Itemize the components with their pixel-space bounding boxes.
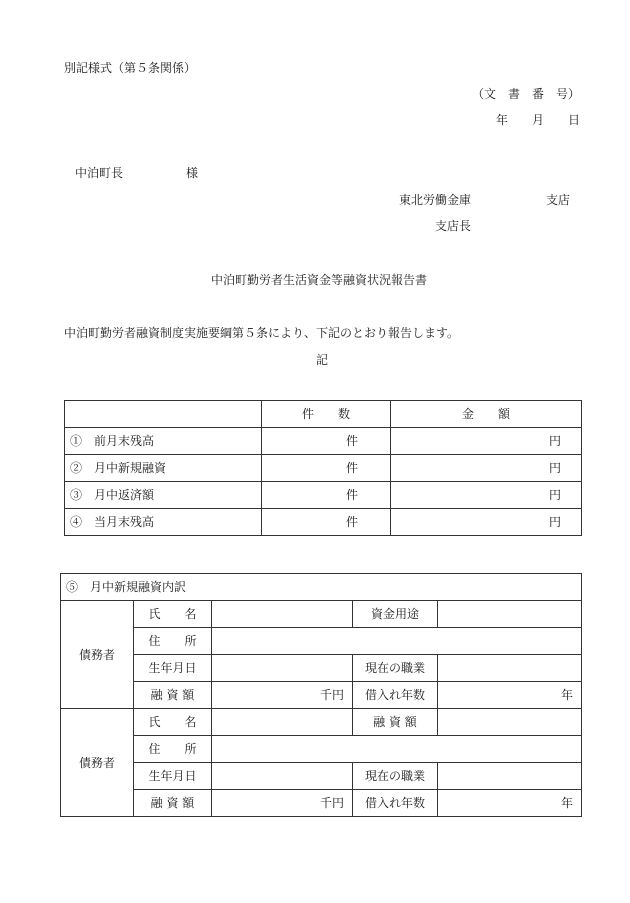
summary-row <box>65 428 582 455</box>
form-label: 別記様式（第５条関係） <box>64 61 197 75</box>
summary-row-label <box>65 482 262 509</box>
row-label: 前月末残高 <box>94 434 155 448</box>
summary-amount-cell[interactable] <box>391 509 582 536</box>
debtor-label: 債務者 <box>61 601 134 709</box>
address-field[interactable] <box>212 736 582 763</box>
summary-row <box>65 455 582 482</box>
loan-years-unit: 年 <box>560 796 573 810</box>
dob-label: 生年月日 <box>134 655 212 682</box>
report-body-text: 中泊町勤労者融資制度実施要綱第５条により、下記のとおり報告します。 <box>64 326 460 340</box>
row-label: 月中返済額 <box>94 488 155 502</box>
loan-amount-label-top: 融 資 額 <box>353 709 438 736</box>
row-number: ① <box>70 434 83 448</box>
fund-purpose-label: 資金用途 <box>353 601 438 628</box>
summary-count-cell[interactable] <box>262 509 391 536</box>
summary-header-amount: 金 額 <box>391 401 582 428</box>
address-field[interactable] <box>212 628 582 655</box>
summary-table <box>64 400 582 536</box>
debtor-address-row <box>61 628 582 655</box>
summary-amount-cell[interactable] <box>391 455 582 482</box>
summary-row <box>65 509 582 536</box>
name-label: 氏 名 <box>134 601 212 628</box>
loan-amount-field[interactable] <box>212 790 353 817</box>
summary-count-cell[interactable] <box>262 428 391 455</box>
date-line: 年 月 日 <box>495 113 580 127</box>
loan-years-label: 借入れ年数 <box>353 682 438 709</box>
dob-label: 生年月日 <box>134 763 212 790</box>
count-unit: 件 <box>345 461 358 475</box>
loan-amount-label: 融 資 額 <box>134 682 212 709</box>
addressee-mayor: 中泊町長 <box>75 166 124 180</box>
addressee-honorific: 様 <box>186 166 199 180</box>
count-unit: 件 <box>345 515 358 529</box>
summary-count-cell[interactable] <box>262 482 391 509</box>
summary-row-label <box>65 455 262 482</box>
loan-years-field[interactable] <box>438 682 582 709</box>
summary-row-label <box>65 428 262 455</box>
name-field[interactable] <box>212 601 353 628</box>
document-number: （文 書 番 号） <box>471 87 580 101</box>
row-number: ③ <box>70 488 83 502</box>
row-number: ④ <box>70 515 83 529</box>
name-field[interactable] <box>212 709 353 736</box>
summary-count-cell[interactable] <box>262 455 391 482</box>
occupation-label: 現在の職業 <box>353 655 438 682</box>
loan-years-unit: 年 <box>560 688 573 702</box>
loan-amount-field-top[interactable] <box>438 709 582 736</box>
amount-unit: 円 <box>548 488 561 502</box>
amount-unit: 円 <box>548 461 561 475</box>
loan-amount-field[interactable] <box>212 682 353 709</box>
dob-field[interactable] <box>212 763 353 790</box>
loan-amount-unit: 千円 <box>319 796 344 810</box>
occupation-label: 現在の職業 <box>353 763 438 790</box>
debtor-name-row <box>61 709 582 736</box>
summary-header-row <box>65 401 582 428</box>
debtor-dob-row <box>61 763 582 790</box>
amount-unit: 円 <box>548 515 561 529</box>
loan-years-label: 借入れ年数 <box>353 790 438 817</box>
count-unit: 件 <box>345 488 358 502</box>
count-unit: 件 <box>345 434 358 448</box>
report-title: 中泊町勤労者生活資金等融資状況報告書 <box>211 273 428 287</box>
occupation-field[interactable] <box>438 763 582 790</box>
address-label: 住 所 <box>134 628 212 655</box>
row-label: 月中新規融資 <box>94 461 167 475</box>
detail-title-row <box>61 574 582 601</box>
loan-amount-label: 融 資 額 <box>134 790 212 817</box>
ki-marker: 記 <box>316 353 329 367</box>
summary-row <box>65 482 582 509</box>
sender-branch-suffix: 支店 <box>546 193 571 207</box>
row-label: 当月末残高 <box>94 515 155 529</box>
dob-field[interactable] <box>212 655 353 682</box>
detail-title: ⑤ 月中新規融資内訳 <box>61 574 582 601</box>
address-label: 住 所 <box>134 736 212 763</box>
summary-header-count: 件 数 <box>262 401 391 428</box>
row-number: ② <box>70 461 83 475</box>
name-label: 氏 名 <box>134 709 212 736</box>
summary-row-label <box>65 509 262 536</box>
sender-branch-manager: 支店長 <box>435 219 472 233</box>
summary-amount-cell[interactable] <box>391 428 582 455</box>
summary-amount-cell[interactable] <box>391 482 582 509</box>
debtor-amount-row <box>61 682 582 709</box>
amount-unit: 円 <box>548 434 561 448</box>
debtor-dob-row <box>61 655 582 682</box>
loan-amount-unit: 千円 <box>319 688 344 702</box>
fund-purpose-field[interactable] <box>438 601 582 628</box>
summary-header-empty <box>65 401 262 428</box>
new-loan-detail-table <box>60 573 582 817</box>
debtor-name-row <box>61 601 582 628</box>
debtor-address-row <box>61 736 582 763</box>
debtor-label: 債務者 <box>61 709 134 817</box>
sender-bank: 東北労働金庫 <box>399 193 472 207</box>
loan-years-field[interactable] <box>438 790 582 817</box>
debtor-amount-row <box>61 790 582 817</box>
occupation-field[interactable] <box>438 655 582 682</box>
